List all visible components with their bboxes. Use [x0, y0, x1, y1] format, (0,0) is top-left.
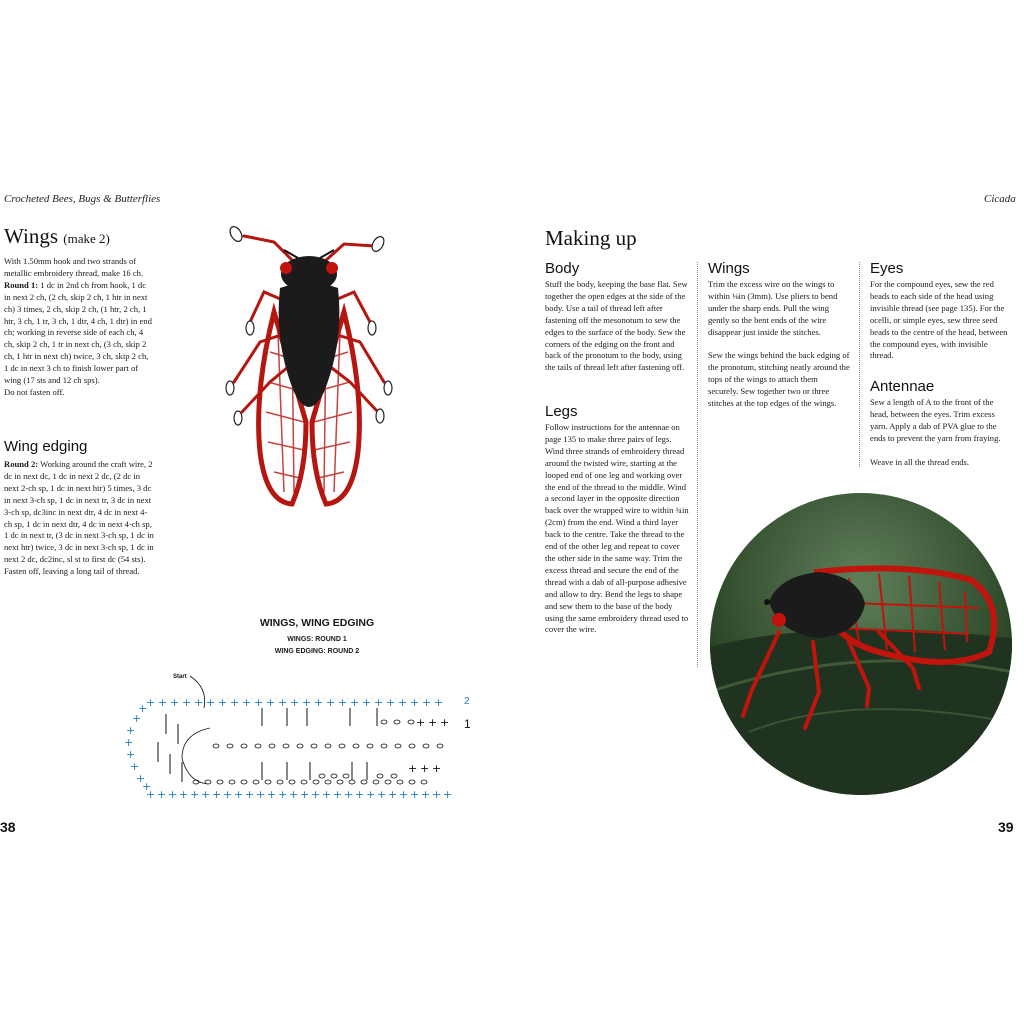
chart-subtitle-2: WING EDGING: ROUND 2: [274, 648, 360, 655]
chart-plus-symbol: +: [278, 788, 288, 801]
chart-plus-symbol: +: [311, 788, 321, 801]
chart-chain-symbol: [394, 720, 400, 724]
chart-chain-symbol: [391, 774, 397, 778]
chart-plus-symbol: +: [212, 788, 222, 801]
chart-plus-symbol: +: [290, 696, 300, 709]
wing-edging-heading: Wing edging: [4, 438, 88, 455]
chart-plus-symbol: +: [206, 696, 216, 709]
antennae-heading: Antennae: [870, 378, 935, 395]
wings-heading-note: (make 2): [63, 231, 110, 246]
chart-plus-symbol: +: [408, 762, 418, 775]
legs-text: Follow instructions for the antennae on page 135 to make three pairs of legs. Wind three strands of embroidery thread around the twisted wire, starting at the looped end of one leg and working over the end of the thread to the middle. Wind a second layer in the opposite direction back over the wrapped wire to within ¾in (2cm) from the end. Wind a third layer back to the centre. Take the thread to the end of the other leg and repeat to cover the other side in the same way. Trim the excess thread and secure the end of the thread with a dab of all-purpose adhesive and allow to dry. Bend the legs to shape and sew them to the base of the body using the same embroidery thread used to cover the wire.: [545, 422, 689, 635]
chart-plus-symbol: +: [300, 788, 310, 801]
chart-chain-symbol: [395, 744, 401, 748]
antennae-text-1: Sew a length of A to the front of the head, between the eyes. Trim excess yarn. Apply a dab of PVA glue to the ends to prevent the yarn from fraying.: [870, 397, 1001, 443]
chart-plus-symbol: +: [242, 696, 252, 709]
chart-round-label-1: 1: [464, 717, 471, 731]
running-head-left: Crocheted Bees, Bugs & Butterflies: [4, 193, 161, 205]
chart-chain-symbol: [343, 774, 349, 778]
chart-plus-symbol: +: [254, 696, 264, 709]
antennae-text: [870, 397, 1012, 480]
round1-end: Do not fasten off.: [4, 386, 65, 397]
chart-chain-symbol: [297, 744, 303, 748]
chart-plus-symbol: +: [388, 788, 398, 801]
chart-plus-symbol: +: [157, 788, 167, 801]
chart-chain-symbol: [325, 744, 331, 748]
round1-text: 1 dc in 2nd ch from hook, 1 dc in next 2 ch, (2 ch, skip 2 ch, 1 htr in next ch) 3 times, 2 ch, skip 2 ch, (1 htr, 2 ch, 1 htr, 3 ch, 1 tr, 3 ch, 1 dtr, 4 ch, 1 dtr) in end ch; working in reverse side of each ch, 4 ch, skip 2 ch, 1 tr in next ch, (3 ch, skip 2 ch, 1 htr in next ch) twice, 3 ch, skip 2 ch, 1 dc in next 3 ch to finish lower part of wing (17 sts and 12 ch sps).: [4, 279, 152, 386]
chart-chain-symbol: [227, 744, 233, 748]
chart-chain-symbol: [367, 744, 373, 748]
chart-chain-symbol: [437, 744, 443, 748]
round1-para: [4, 280, 154, 387]
chart-plus-symbol: +: [350, 696, 360, 709]
wings-making-text: [708, 279, 850, 422]
chart-plus-symbol: +: [421, 788, 431, 801]
wings-heading: [4, 224, 110, 249]
chart-plus-symbol: +: [416, 716, 426, 729]
chart-chain-symbol: [241, 780, 247, 784]
cicada-photo: [214, 222, 404, 522]
chart-plus-symbol: +: [377, 788, 387, 801]
round1-label: Round 1:: [4, 279, 39, 290]
chart-chain-symbol: [229, 780, 235, 784]
chart-plus-symbol: +: [245, 788, 255, 801]
cicada-leaf-photo: [709, 492, 1013, 796]
wings-making-heading: Wings: [708, 260, 750, 277]
chart-plus-symbol: +: [386, 696, 396, 709]
chart-plus-symbol: +: [398, 696, 408, 709]
chart-plus-symbol: +: [314, 696, 324, 709]
chart-plus-symbol: +: [256, 788, 266, 801]
chart-chain-symbol: [193, 780, 199, 784]
chart-chain-symbol: [277, 780, 283, 784]
wings-making-text-2: Sew the wings behind the back edging of the pronotum, stitching neatly around the tops of the wings to attach them securely. Sew together two or three stitches at the top edges of the wings.: [708, 350, 850, 409]
chart-plus-symbol: +: [333, 788, 343, 801]
wings-making-text-1: Trim the excess wire on the wings to within ⅛in (3mm). Use pliers to bend under the sharp ends. Pull the wing gently so the bent ends of the wire disappear just inside the stitches.: [708, 279, 838, 337]
chart-plus-symbol: +: [223, 788, 233, 801]
round2-para: [4, 459, 154, 566]
chart-chain-symbol: [217, 780, 223, 784]
chart-chain-symbol: [397, 780, 403, 784]
chart-plus-symbol: +: [168, 788, 178, 801]
chart-round-label-2: 2: [464, 696, 470, 707]
chart-start-label: Start: [173, 674, 187, 680]
page-number-right: 39: [998, 819, 1014, 835]
chart-plus-symbol: +: [443, 788, 453, 801]
chart-chain-symbol: [253, 780, 259, 784]
chart-plus-symbol: +: [432, 788, 442, 801]
chart-plus-symbol: +: [179, 788, 189, 801]
chart-plus-symbol: +: [218, 696, 228, 709]
chart-plus-symbol: +: [142, 780, 152, 793]
chart-chain-symbol: [319, 774, 325, 778]
column-divider-2: [859, 262, 860, 467]
chart-plus-symbol: +: [182, 696, 192, 709]
chart-plus-symbol: +: [344, 788, 354, 801]
chart-plus-symbol: +: [146, 696, 156, 709]
chart-plus-symbol: +: [234, 788, 244, 801]
legs-heading: Legs: [545, 403, 578, 420]
chart-plus-symbol: +: [126, 748, 136, 761]
chart-plus-symbol: +: [410, 696, 420, 709]
chart-plus-symbol: +: [194, 696, 204, 709]
wings-intro: With 1.50mm hook and two strands of metallic embroidery thread, make 16 ch.: [4, 256, 144, 278]
chart-plus-symbol: +: [267, 788, 277, 801]
chart-chain-symbol: [337, 780, 343, 784]
chart-plus-symbol: +: [158, 696, 168, 709]
page-number-left: 38: [0, 819, 16, 835]
chart-plus-symbol: +: [170, 696, 180, 709]
chart-plus-symbol: +: [326, 696, 336, 709]
chart-chain-symbol: [377, 774, 383, 778]
chart-chain-symbol: [361, 780, 367, 784]
chart-chain-symbol: [265, 780, 271, 784]
chart-chain-symbol: [349, 780, 355, 784]
chart-plus-symbol: +: [132, 712, 142, 725]
chart-plus-symbol: +: [322, 788, 332, 801]
chart-chain-symbol: [289, 780, 295, 784]
chart-plus-symbol: +: [362, 696, 372, 709]
chart-plus-symbol: +: [230, 696, 240, 709]
chart-subtitle-1: WINGS: ROUND 1: [287, 636, 347, 643]
chart-title: WINGS, WING EDGING: [259, 617, 375, 629]
chart-plus-symbol: +: [434, 696, 444, 709]
crochet-chart: [112, 668, 482, 803]
chart-plus-symbol: +: [302, 696, 312, 709]
chart-chain-symbol: [409, 780, 415, 784]
chart-chain-symbol: [241, 744, 247, 748]
chart-plus-symbol: +: [124, 736, 134, 749]
chart-plus-symbol: +: [278, 696, 288, 709]
chart-chain-symbol: [301, 780, 307, 784]
body-heading: Body: [545, 260, 580, 277]
chart-plus-symbol: +: [374, 696, 384, 709]
chart-chain-symbol: [409, 744, 415, 748]
chart-chain-symbol: [331, 774, 337, 778]
chart-chain-symbol: [353, 744, 359, 748]
chart-plus-symbol: +: [130, 760, 140, 773]
eyes-text: For the compound eyes, sew the red beads to each side of the head using invisible thread (see page 135). For the ocelli, or simple eyes, sew three seed beads to the centre of the head, between the compound eyes, with invisible thread.: [870, 279, 1008, 361]
running-head-right: Cicada: [984, 193, 1016, 205]
chart-plus-symbol: +: [432, 762, 442, 775]
chart-chain-symbol: [408, 720, 414, 724]
chart-plus-symbol: +: [266, 696, 276, 709]
wing-edging-finish: Fasten off, leaving a long tail of thread.: [4, 566, 140, 577]
chart-chain-symbol: [255, 744, 261, 748]
chart-plus-symbol: +: [126, 724, 136, 737]
chart-chain-symbol: [381, 744, 387, 748]
chart-plus-symbol: +: [201, 788, 211, 801]
chart-plus-symbol: +: [422, 696, 432, 709]
wing-edging-instructions: [4, 459, 154, 578]
chart-chain-symbol: [373, 780, 379, 784]
chart-chain-symbol: [311, 744, 317, 748]
chart-plus-symbol: +: [146, 788, 156, 801]
round2-label: Round 2:: [4, 459, 39, 469]
chart-plus-symbol: +: [428, 716, 438, 729]
column-divider-1: [697, 262, 698, 667]
chart-chain-symbol: [269, 744, 275, 748]
chart-plus-symbol: +: [136, 772, 146, 785]
chart-chain-symbol: [325, 780, 331, 784]
chart-plus-symbol: +: [440, 716, 450, 729]
round2-text: Working around the craft wire, 2 dc in next dc, 1 dc in next 2 dc, (2 dc in next 2-ch sp, 1 dc in next htr) 5 times, 3 dc in next 3-ch sp, 1 dc in next tr, 3 dc in next 3-ch sp, dc3inc in next dtr, 4 dc in next 4-ch sp, 1 dc in next dtr, 4 dc in next 4-ch sp, 1 dc in next tr, (3 dc in next 3-ch sp, 1 dc in next htr) twice, 3 dc in next 3-ch sp, 1 dc in next 2 dc, dc2inc, sl st to first dc (54 sts).: [4, 459, 154, 565]
chart-chain-symbol: [313, 780, 319, 784]
chart-plus-symbol: +: [355, 788, 365, 801]
chart-chain-symbol: [423, 744, 429, 748]
chart-chain-symbol: [385, 780, 391, 784]
chart-plus-symbol: +: [289, 788, 299, 801]
wings-heading-text: Wings: [4, 224, 58, 248]
wings-instructions: [4, 256, 154, 399]
chart-plus-symbol: +: [399, 788, 409, 801]
eyes-heading: Eyes: [870, 260, 904, 277]
chart-plus-symbol: +: [338, 696, 348, 709]
chart-chain-symbol: [421, 780, 427, 784]
antennae-text-2: Weave in all the thread ends.: [870, 456, 970, 467]
chart-chain-symbol: [381, 720, 387, 724]
chart-turn-loop: [182, 728, 210, 784]
chart-plus-symbol: +: [190, 788, 200, 801]
chart-plus-symbol: +: [138, 702, 148, 715]
making-up-heading: Making up: [545, 226, 637, 250]
chart-chain-symbol: [283, 744, 289, 748]
body-text: Stuff the body, keeping the base flat. Sew together the open edges at the side of the body. Use a tail of thread left after fastening off the mesonotum to sew the edges to the surface of the body. Sew the corners of the edging on the front and back of the pronotum to the body, using the tails of thread left after fastening off.: [545, 279, 688, 373]
chart-chain-symbol: [213, 744, 219, 748]
chart-plus-symbol: +: [366, 788, 376, 801]
chart-plus-symbol: +: [420, 762, 430, 775]
chart-chain-symbol: [339, 744, 345, 748]
chart-plus-symbol: +: [410, 788, 420, 801]
